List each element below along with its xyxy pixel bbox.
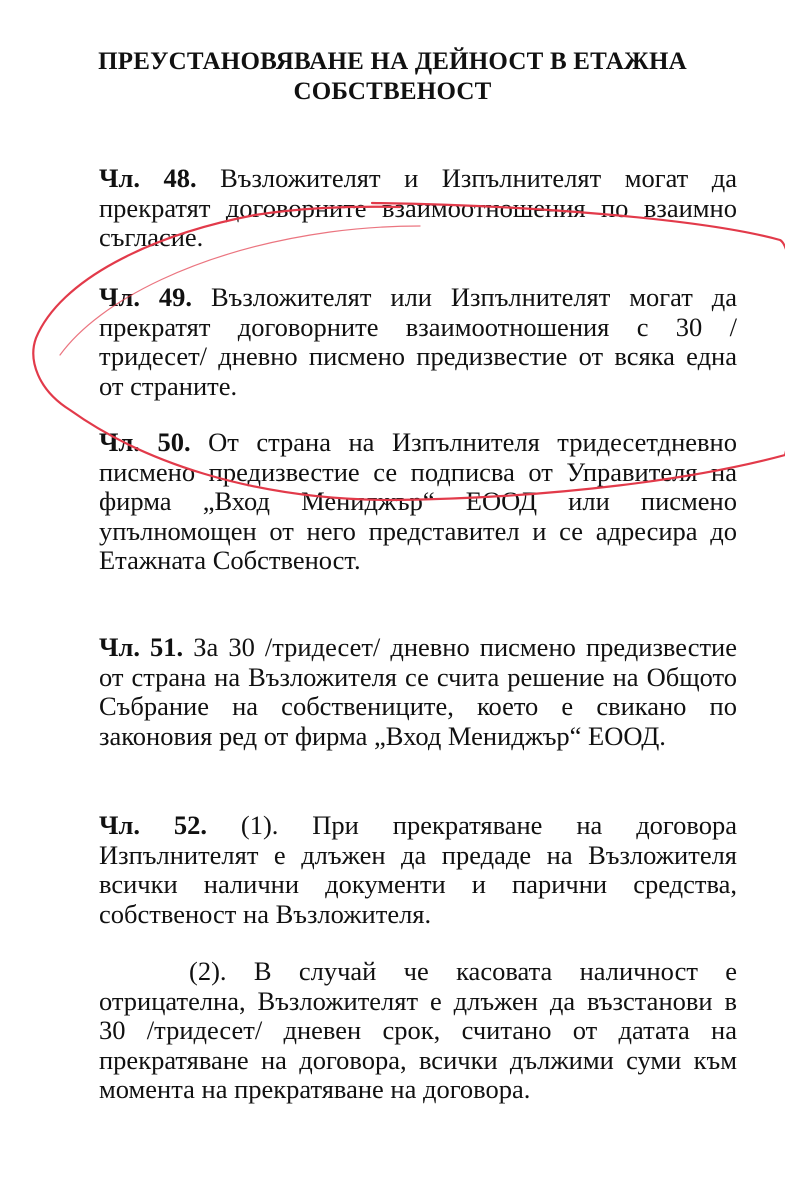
article-51-text: За 30 /тридесет/ дневно писмено предизвестие от страна на Възложителя се счита решение на Общото Събрание на собствениците, което е свикано по законовия ред от фирма „Вход Мениджър“ ЕООД.: [99, 632, 737, 751]
article-48-label: Чл. 48.: [99, 163, 197, 193]
document-title-line-2: СОБСТВЕНОСТ: [293, 78, 492, 105]
article-50-text: От страна на Изпълнителя тридесетдневно писмено предизвестие се подписва от Управителя на фирма „Вход Мениджър“ ЕООД или писмено упълномощен от него представител и се адресира до Етажната Собственост.: [99, 427, 737, 576]
article-49-label: Чл. 49.: [99, 282, 193, 312]
article-48-text: Възложителят и Изпълнителят могат да прекратят договорните взаимоотношения по взаимно съгласие.: [99, 163, 737, 253]
article-52-label: Чл. 52.: [99, 810, 207, 840]
article-52: [99, 811, 737, 929]
article-48: [99, 164, 737, 253]
document-title-line-1: ПРЕУСТАНОВЯВАНЕ НА ДЕЙНОСТ В ЕТАЖНА: [98, 48, 687, 75]
article-49: [99, 283, 737, 401]
article-52-text: (1). При прекратяване на договора Изпълнителят е длъжен да предаде на Възложителя всички налични документи и парични средства, собственост на Възложителя.: [99, 810, 737, 929]
article-49-text: Възложителят или Изпълнителят могат да прекратят договорните взаимоотношения с 30 /тридесет/ дневно писмено предизвестие от всяка една от страните.: [99, 282, 737, 401]
article-50: [99, 428, 737, 576]
article-50-label: Чл. 50.: [99, 427, 191, 457]
article-51: [99, 633, 737, 751]
article-52-paragraph-2: (2). В случай че касовата наличност е отрицателна, Възложителят е длъжен да възстанови в 30 /тридесет/ дневен срок, считано от датата на прекратяване на договора, всички дължими суми към момента на прекратяване на договора.: [99, 956, 737, 1105]
article-51-label: Чл. 51.: [99, 632, 184, 662]
